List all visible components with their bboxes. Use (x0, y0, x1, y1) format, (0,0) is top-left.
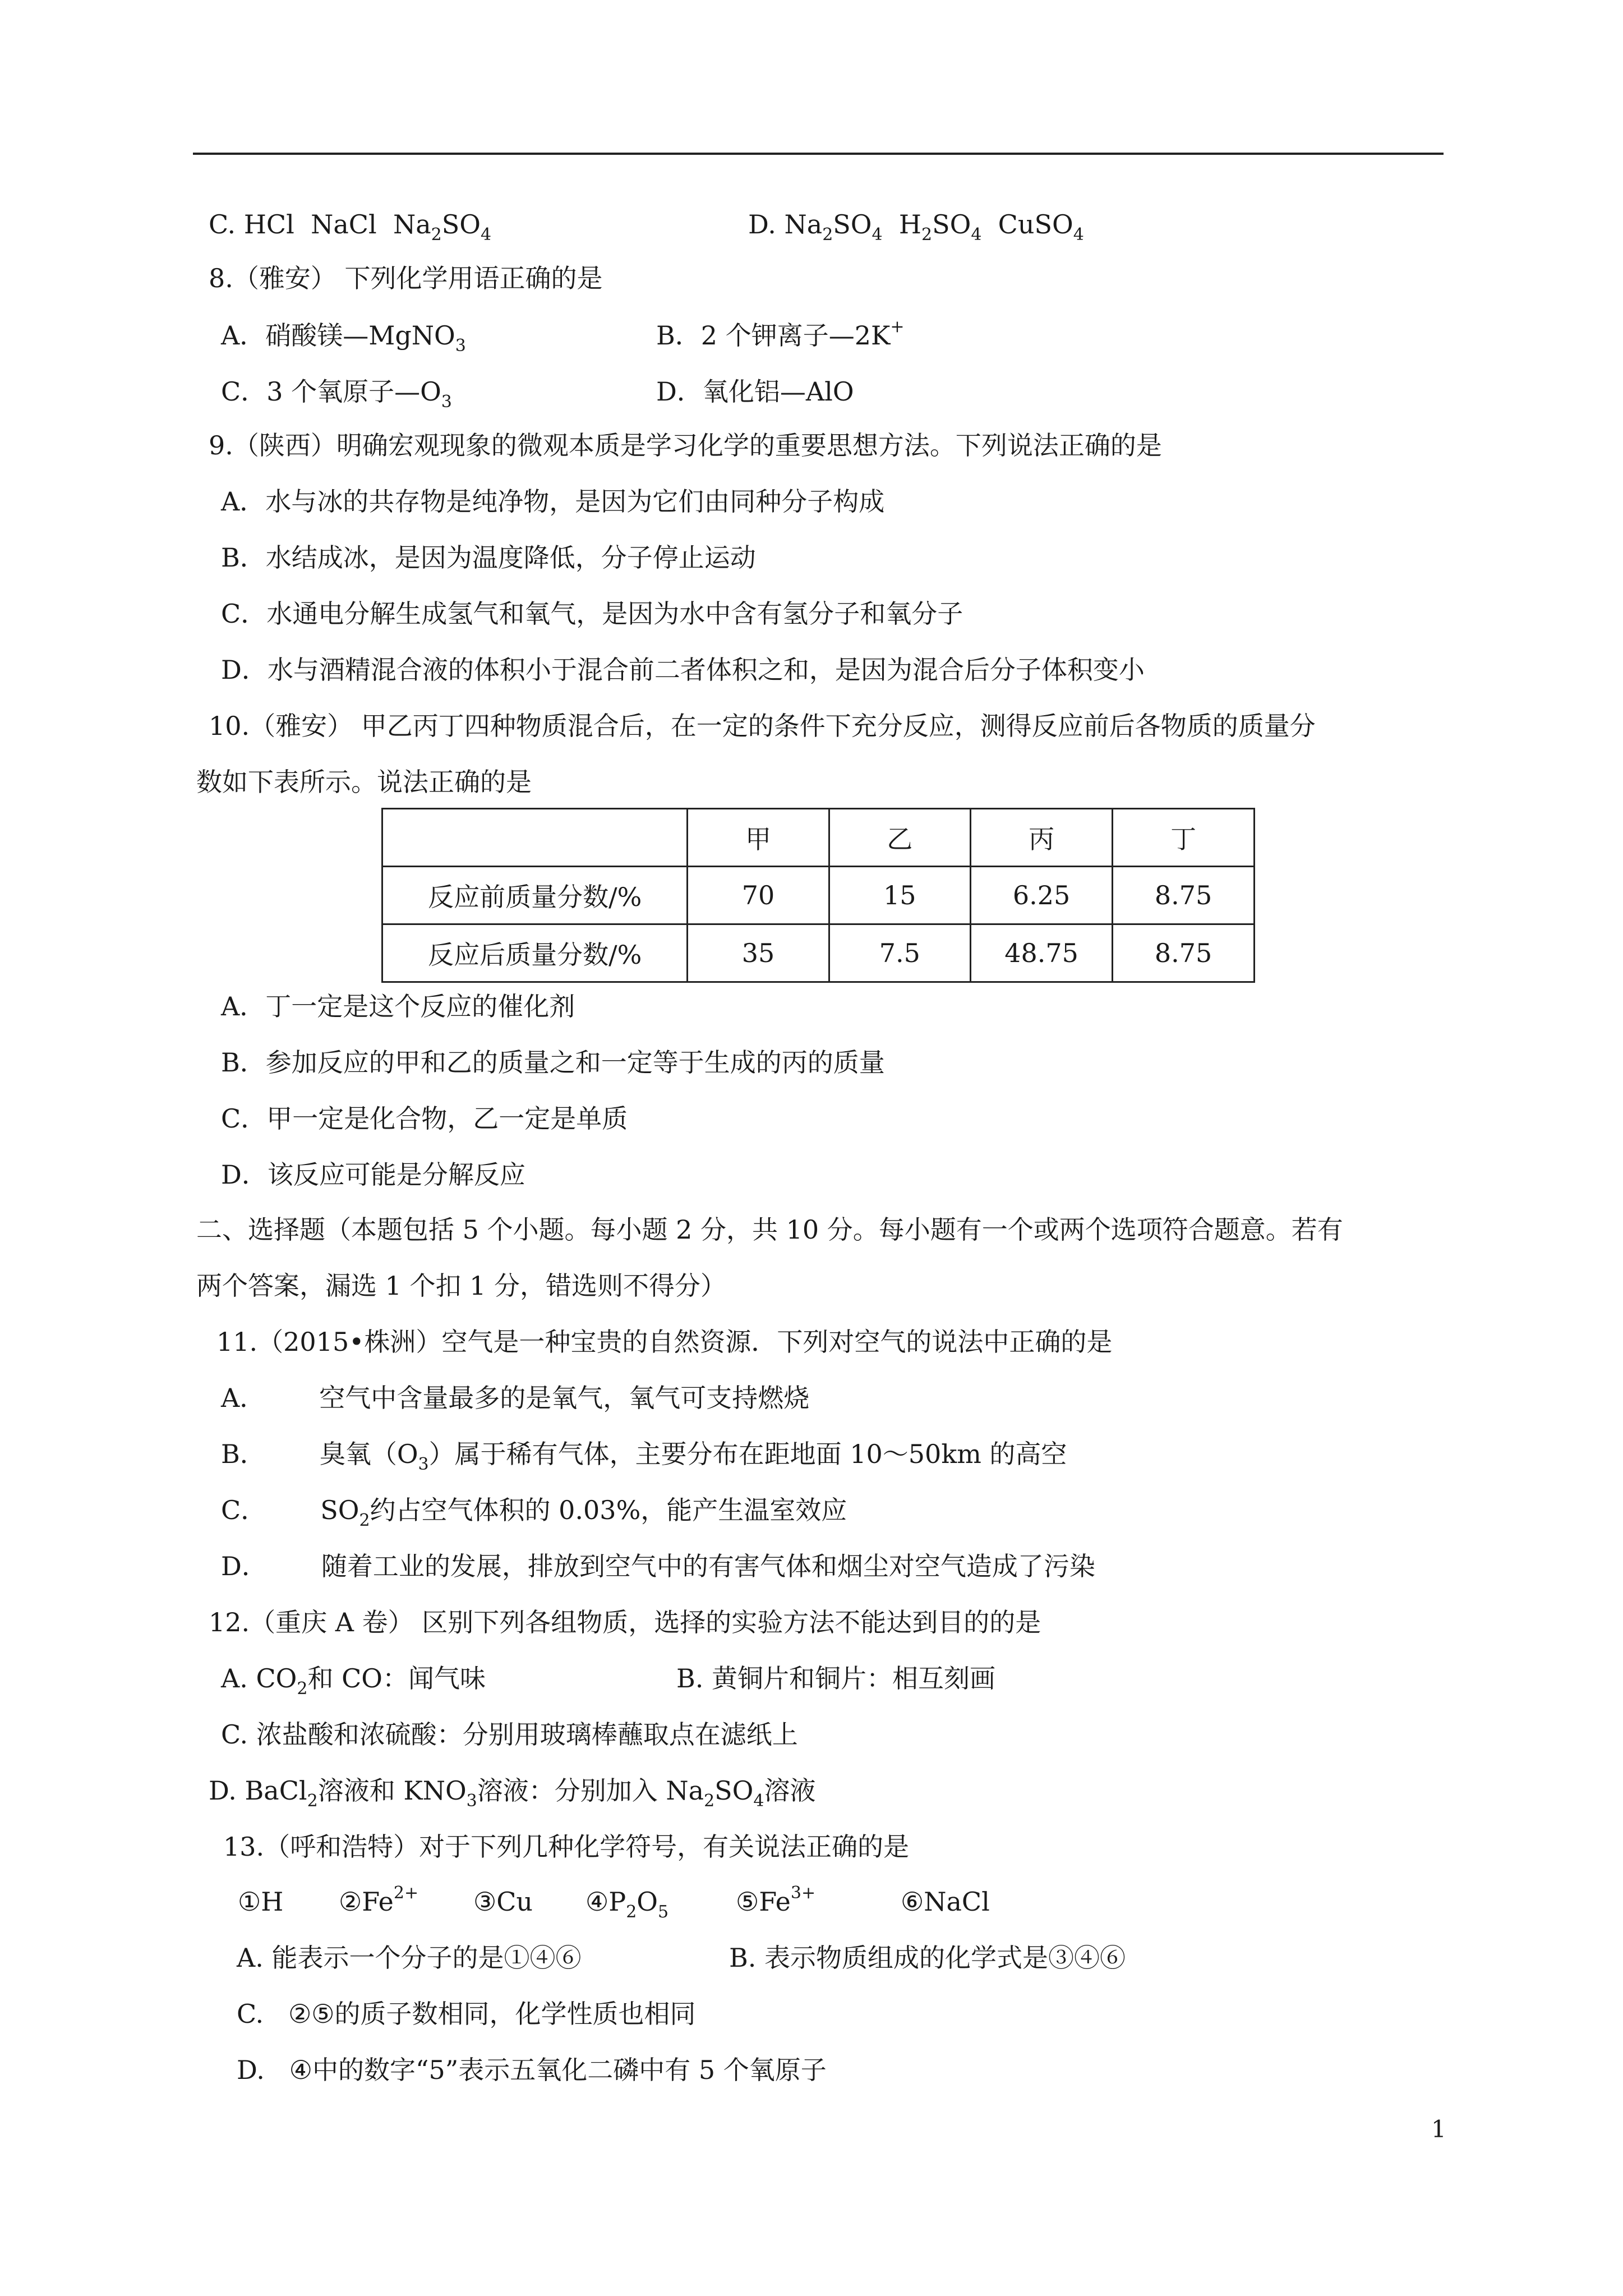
q12-option-c: C. 浓盐酸和浓硫酸：分别用玻璃棒蘸取点在滤纸上 (221, 1719, 798, 1750)
section2-heading-line2: 两个答案，漏选 1 个扣 1 分，错选则不得分） (196, 1271, 727, 1301)
q10-stem-line1: 10.（雅安） 甲乙丙丁四种物质混合后，在一定的条件下充分反应，测得反应前后各物质的质量分 (209, 711, 1316, 741)
q10-stem-line2: 数如下表所示。说法正确的是 (196, 767, 532, 797)
q13-symbol-4: $④P_2O_5$ (585, 1887, 669, 1922)
q7-option-c: C. HCl NaCl $Na_2SO_4$ (209, 209, 492, 245)
table-cell: 8.75 (1113, 867, 1255, 924)
q12-option-d: D. BaCl$_2$溶液和 $KNO_3$溶液：分别加入 $Na_2SO_4$溶液 (209, 1775, 816, 1811)
q13-symbol-1: ①H (238, 1887, 284, 1917)
q13-stem: 13.（呼和浩特）对于下列几种化学符号，有关说法正确的是 (223, 1832, 910, 1862)
q10-option-d: D．该反应可能是分解反应 (221, 1159, 525, 1190)
q11-stem: 11.（2015•株洲）空气是一种宝贵的自然资源．下列对空气的说法中正确的是 (216, 1327, 1113, 1357)
q10-option-c: C．甲一定是化合物，乙一定是单质 (221, 1103, 628, 1134)
table-cell: 8.75 (1113, 924, 1255, 982)
q13-option-d: D. ④中的数字“5”表示五氧化二磷中有 5 个氧原子 (237, 2055, 827, 2085)
q9-option-c: C．水通电分解生成氢气和氧气，是因为水中含有氢分子和氧分子 (221, 599, 963, 629)
table-cell: 6.25 (970, 867, 1112, 924)
table-header-cell: 丁 (1113, 809, 1255, 867)
q12-option-a: A. $CO_2$和 CO：闻气味 (221, 1663, 486, 1699)
q13-symbol-6: ⑥NaCl (901, 1887, 990, 1917)
table-row (382, 867, 1255, 924)
table-cell: 35 (688, 924, 829, 982)
mass-fraction-table (381, 808, 1255, 983)
table-header-cell: 乙 (829, 809, 970, 867)
q13-symbol-3: ③Cu (473, 1887, 533, 1917)
q13-option-c: C. ②⑤的质子数相同，化学性质也相同 (237, 1999, 696, 2029)
q9-option-d: D．水与酒精混合液的体积小于混合前二者体积之和，是因为混合后分子体积变小 (221, 655, 1145, 685)
q9-stem: 9.（陕西）明确宏观现象的微观本质是学习化学的重要思想方法。下列说法正确的是 (209, 430, 1162, 461)
q8-option-a: A．硝酸镁—MgNO$_3$ (221, 320, 466, 356)
table-header-cell: 甲 (688, 809, 829, 867)
table-cell: 7.5 (829, 924, 970, 982)
q13-option-a: A. 能表示一个分子的是①④⑥ (237, 1943, 582, 1973)
q11-option-a: A． 空气中含量最多的是氧气，氧气可支持燃烧 (221, 1383, 810, 1413)
q8-option-d: D．氧化铝—AlO (656, 376, 854, 407)
q13-option-b: B. 表示物质组成的化学式是③④⑥ (729, 1943, 1126, 1973)
table-row (382, 924, 1255, 982)
table-cell: 70 (688, 867, 829, 924)
q11-option-b: B． 臭氧$(O_3)$属于稀有气体，主要分布在距地面 10～50km 的高空 (221, 1439, 1067, 1474)
q10-option-a: A．丁一定是这个反应的催化剂 (221, 991, 575, 1022)
table-header-row (382, 809, 1255, 867)
q8-stem: 8.（雅安） 下列化学用语正确的是 (209, 263, 603, 293)
q11-option-c: C． $SO_2$约占空气体积的 0.03%，能产生温室效应 (221, 1495, 847, 1530)
table-cell: 48.75 (970, 924, 1112, 982)
q10-option-b: B．参加反应的甲和乙的质量之和一定等于生成的丙的质量 (221, 1047, 885, 1078)
table-header-cell: 丙 (970, 809, 1112, 867)
q9-option-a: A．水与冰的共存物是纯净物，是因为它们由同种分子构成 (221, 486, 885, 517)
table-cell: 反应后质量分数/% (382, 924, 688, 982)
q12-option-b: B. 黄铜片和铜片：相互刻画 (676, 1663, 996, 1694)
q13-symbol-5: $⑤Fe^{3+}$ (736, 1883, 816, 1917)
header-rule (193, 153, 1444, 155)
q8-option-b: B．2 个钾离子—2K+ (656, 317, 905, 351)
table-cell: 反应前质量分数/% (382, 867, 688, 924)
section2-heading-line1: 二、选择题（本题包括 5 个小题。每小题 2 分，共 10 分。每小题有一个或两个选项符合题意。若有 (196, 1214, 1343, 1245)
table-cell: 15 (829, 867, 970, 924)
q9-option-b: B．水结成冰，是因为温度降低，分子停止运动 (221, 542, 756, 573)
page-number: 1 (1431, 2115, 1446, 2143)
q7-option-d: D. $Na_2SO_4$ $H_2SO_4$ CuSO$_4$ (748, 209, 1084, 245)
q8-option-c: C．3 个氧原子$—O_3$ (221, 376, 452, 412)
table-header-cell (382, 809, 688, 867)
q11-option-d: D． 随着工业的发展，排放到空气中的有害气体和烟尘对空气造成了污染 (221, 1551, 1095, 1581)
q13-symbol-2: $②Fe^{2+}$ (339, 1883, 419, 1917)
q12-stem: 12.（重庆 A 卷） 区别下列各组物质，选择的实验方法不能达到目的的是 (209, 1607, 1041, 1637)
